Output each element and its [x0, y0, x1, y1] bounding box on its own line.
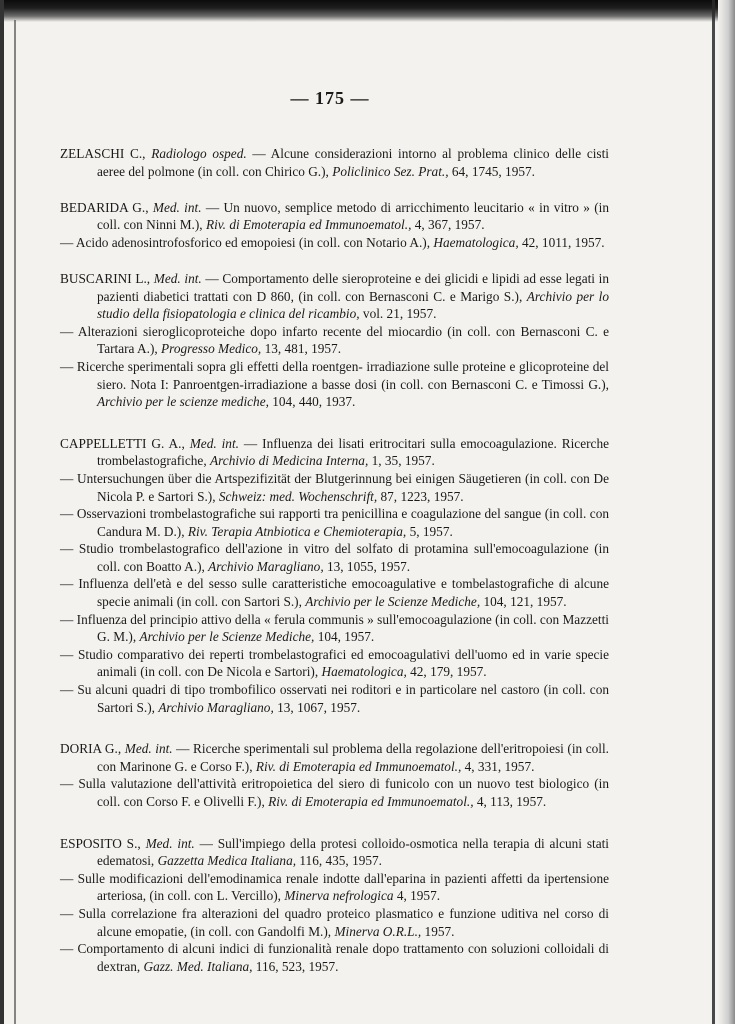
scan-left-line — [14, 20, 16, 1024]
journal-title: Archivio per le Scienze Mediche, — [139, 629, 315, 645]
entry-text: — Studio trombelastografico dell'azione in vitro del solfato di protamina sull'emocoagulazione (in coll. con Boatto A.), — [60, 541, 609, 574]
bibliography-list — [60, 145, 609, 994]
journal-title: Riv. Terapia Atnbiotica e Chemioterapia, — [187, 523, 407, 539]
journal-title: Schweiz: med. Wochenschrift, — [218, 488, 378, 504]
entry-text: 1, 35, 1957. — [368, 453, 435, 469]
entry-text: 64, 1745, 1957. — [448, 163, 535, 179]
bibliography-entry — [60, 740, 609, 775]
entry-text: ESPOSITO S., — [60, 835, 146, 851]
entry-text: — Studio comparativo dei reperti trombelastografici ed emocoagulativi dell'uomo ed in varie specie animali (in coll. con De Nicola e Sartori), — [60, 646, 609, 680]
entry-text: 87, 1223, 1957. — [377, 488, 464, 504]
journal-title: Riv. di Emoterapia ed Immunoematol., — [268, 794, 474, 809]
journal-title: Archivio per le Scienze Mediche, — [305, 594, 481, 610]
journal-title: Med. int. — [153, 270, 202, 286]
journal-title: Haematologica, — [433, 234, 519, 250]
entry-text: — Sulla correlazione fra alterazioni del quadro proteico plasmatico e funzione uditiva nel corso di alcune emopatie, (in coll. con Gandolfi M.), — [60, 905, 609, 939]
scan-top-shadow — [0, 0, 735, 22]
scan-right-edge — [718, 0, 735, 1024]
journal-title: Minerva O.R.L., — [334, 923, 422, 939]
journal-title: Archivio Maragliano, — [208, 558, 324, 574]
entry-text: — Untersuchungen über die Artspezifizität der Blutgerinnung bei einigen Säugetieren (in coll. con De Nicola P. e Sartori S.), — [60, 470, 609, 504]
bibliography-entry — [60, 435, 609, 470]
journal-title: Archivio Maragliano, — [158, 699, 274, 715]
entry-text: 42, 179, 1957. — [406, 664, 487, 680]
entry-text: — Ricerche sperimentali sul problema della regolazione dell'eritropoiesi (in coll. con Marinone G. e Corso F.), — [97, 741, 609, 774]
entry-text: 42, 1011, 1957. — [518, 234, 605, 250]
bibliography-entry — [60, 646, 609, 681]
entry-text: — Influenza dell'età e del sesso sulle caratteristiche emocoagulative e tombelastografiche di alcune specie animali (in coll. con Sartori S.), — [60, 576, 609, 610]
entry-text: — Alterazioni sieroglicoproteiche dopo infarto recente del miocardio (in coll. con Bernasconi C. e Tartara A.), — [60, 323, 609, 357]
entry-text: 4, 1957. — [393, 888, 441, 904]
entry-text: 4, 367, 1957. — [411, 217, 485, 233]
entry-text: BEDARIDA G., — [60, 199, 153, 215]
entry-text: — Su alcuni quadri di tipo trombofilico osservati nei roditori e in particolare nel castoro (in coll. con Sartori S.), — [60, 682, 609, 715]
author-group — [60, 435, 609, 717]
author-group — [60, 740, 609, 810]
author-group — [60, 145, 609, 180]
scan-right-line — [712, 0, 715, 1024]
journal-title: Gazz. Med. Italiana, — [143, 958, 253, 974]
bibliography-entry — [60, 470, 609, 505]
journal-title: Archivio per le scienze mediche, — [97, 394, 269, 410]
entry-text: 116, 523, 1957. — [252, 958, 339, 974]
entry-text: DORIA G., — [60, 741, 125, 757]
entry-text: 13, 481, 1957. — [261, 341, 342, 357]
entry-text: — Influenza del principio attivo della « ferula communis » sull'emocoagulazione (in coll. con Mazzetti G. M.), — [60, 611, 609, 645]
bibliography-entry — [60, 681, 609, 716]
entry-text: — Ricerche sperimentali sopra gli effetti della roentgen- irradiazione sulle proteine e glicoproteine del siero. Nota I: Panroentgen-irradiazione a basse dosi (in coll. con Bernasconi C. e Timossi G.), — [60, 358, 609, 392]
journal-title: Archivio di Medicina Interna, — [209, 453, 369, 469]
entry-text: 1957. — [421, 923, 455, 939]
entry-text: 4, 331, 1957. — [461, 758, 535, 774]
entry-text: 104, 440, 1937. — [268, 394, 356, 410]
journal-title: Archivio per lo studio della fisiopatologia e clinica del ricambio, — [97, 288, 609, 322]
author-group — [60, 835, 609, 976]
entry-text: — Un nuovo, semplice metodo di arricchimento leucitario « in vitro » (in coll. con Ninni M.), — [97, 199, 610, 233]
journal-title: Med. int. — [152, 199, 202, 215]
journal-title: Med. int. — [145, 835, 195, 851]
entry-text: 13, 1055, 1957. — [323, 558, 411, 574]
bibliography-entry — [60, 270, 609, 323]
entry-text: — Comportamento di alcuni indici di funzionalità renale dopo trattamento con soluzioni colloidali di dextran, — [60, 941, 609, 974]
bibliography-entry — [60, 835, 609, 870]
journal-title: Radiologo osped. — [151, 146, 247, 161]
journal-title: Haematologica, — [321, 664, 407, 680]
entry-text: ZELASCHI C., — [60, 146, 152, 161]
author-group — [60, 270, 609, 411]
journal-title: Med. int. — [189, 435, 239, 451]
entry-text: — Influenza dei lisati eritrocitari sulla emocoagulazione. Ricerche trombelastografiche, — [97, 435, 609, 469]
bibliography-entry — [60, 540, 609, 575]
entry-text: 104, 121, 1957. — [480, 594, 567, 610]
entry-text: — Acido adenosintrofosforico ed emopoiesi (in coll. con Notario A.), — [60, 234, 434, 250]
entry-text: — Sull'impiego della protesi colloido-osmotica nella terapia di alcuni stati edematosi, — [97, 835, 610, 869]
bibliography-entry — [60, 905, 609, 940]
bibliography-entry — [60, 234, 609, 252]
bibliography-entry — [60, 940, 609, 975]
journal-title: Riv. di Emoterapia ed Immunoematol., — [255, 758, 462, 774]
entry-text: 104, 1957. — [314, 629, 375, 645]
page-number: — 175 — — [290, 88, 370, 108]
author-group — [60, 199, 609, 252]
bibliography-entry — [60, 611, 609, 646]
entry-text: 116, 435, 1957. — [296, 853, 382, 869]
entry-text: vol. 21, 1957. — [359, 306, 437, 322]
bibliography-entry — [60, 870, 609, 905]
entry-text: — Osservazioni trombelastografiche sui rapporti tra penicillina e coagulazione del sangue (in coll. con Candura M. D.), — [60, 506, 609, 539]
journal-title: Minerva nefrologica — [284, 888, 394, 904]
bibliography-entry — [60, 358, 609, 411]
entry-text: — Sulle modificazioni dell'emodinamica renale indotte dall'eparina in pazienti affetti da ipertensione arteriosa, (in coll. con L. Vercillo), — [60, 870, 609, 904]
journal-title: Progresso Medico, — [161, 341, 262, 357]
bibliography-entry — [60, 575, 609, 610]
entry-text: 13, 1067, 1957. — [273, 699, 361, 715]
scan-left-edge — [0, 0, 4, 1024]
bibliography-entry — [60, 323, 609, 358]
journal-title: Policlinico Sez. Prat., — [332, 163, 449, 179]
entry-text: — Sulla valutazione dell'attività eritropoietica del siero di funicolo con un nuovo test biologico (in coll. con Corso F. e Olivelli F.), — [60, 776, 609, 809]
entry-text: — Comportamento delle sieroproteine e dei glicidi e lipidi ad esse legati in pazienti diabetici trattati con D 860, (in coll. con Bernasconi C. e Marigo S.), — [97, 270, 609, 304]
bibliography-entry — [60, 145, 609, 180]
entry-text: — Alcune considerazioni intorno al problema clinico delle cisti aeree del polmone (in coll. con Chirico G.), — [97, 146, 609, 179]
bibliography-entry — [60, 775, 609, 810]
journal-title: Riv. di Emoterapia ed Immunoematol., — [205, 217, 412, 233]
journal-title: Gazzetta Medica Italiana, — [157, 853, 297, 869]
entry-text: 4, 113, 1957. — [473, 794, 547, 809]
entry-text: BUSCARINI L., — [60, 270, 154, 286]
journal-title: Med. int. — [124, 741, 173, 757]
entry-text: 5, 1957. — [406, 523, 453, 539]
entry-text: CAPPELLETTI G. A., — [60, 435, 190, 451]
bibliography-entry — [60, 505, 609, 540]
bibliography-entry — [60, 199, 609, 234]
